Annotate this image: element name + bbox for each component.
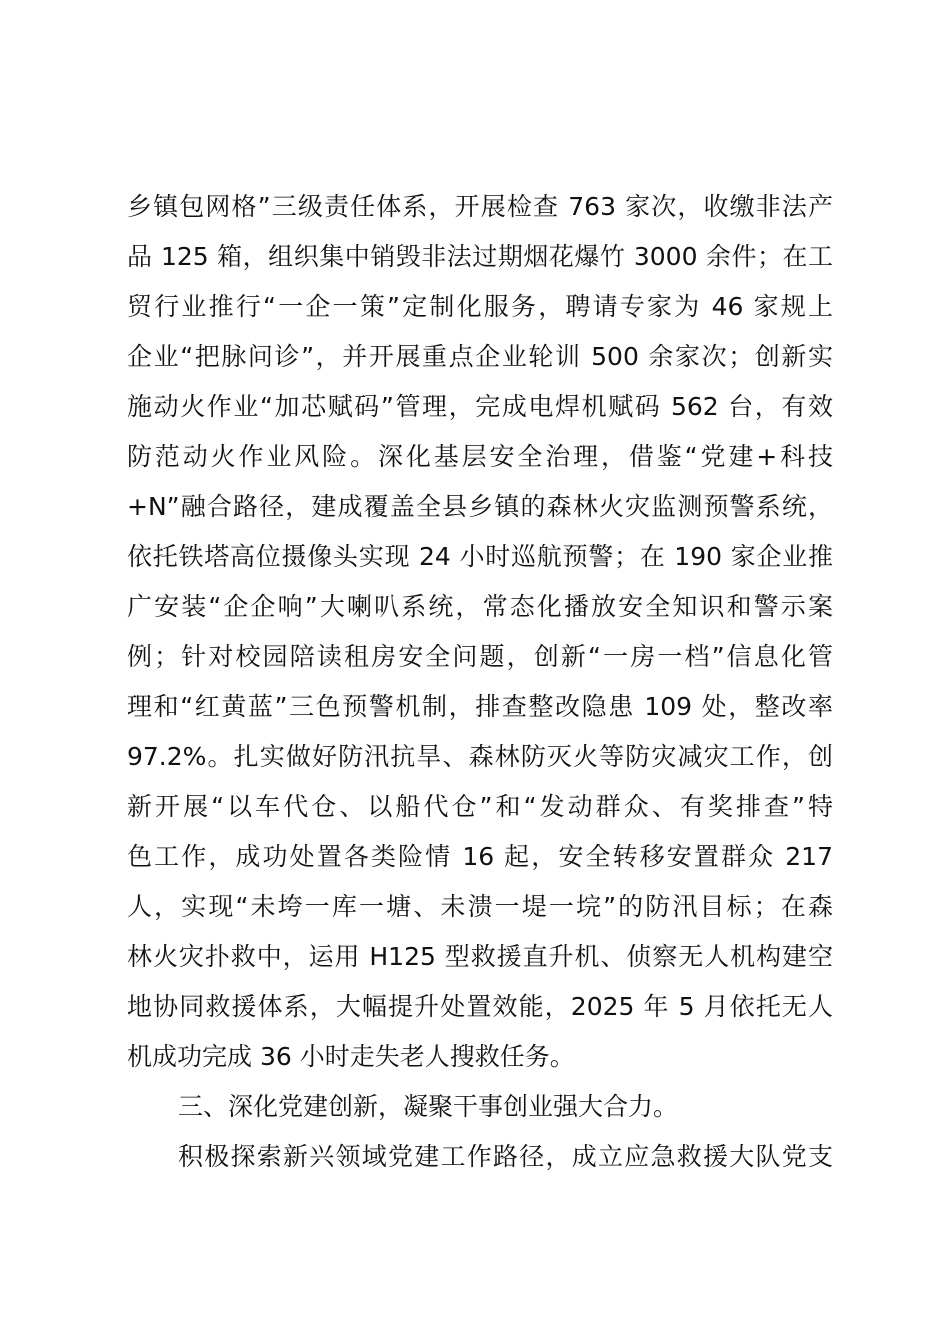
text-line: 林火灾扑救中，运用 H125 型救援直升机、侦察无人机构建空 (127, 942, 833, 971)
text-line: 机成功完成 36 小时走失老人搜救任务。 (127, 1042, 575, 1071)
paragraph-next (127, 1132, 833, 1182)
text-line: 色工作，成功处置各类险情 16 起，安全转移安置群众 217 (127, 842, 833, 871)
text-line: +N”融合路径，建成覆盖全县乡镇的森林火灾监测预警系统， (127, 492, 833, 521)
text-line: 品 125 箱，组织集中销毁非法过期烟花爆竹 3000 余件；在工 (127, 242, 833, 271)
text-line: 例；针对校园陪读租房安全问题，创新“一房一档”信息化管 (127, 642, 833, 671)
section-heading (127, 1082, 833, 1132)
text-line: 97.2%。扎实做好防汛抗旱、森林防灭火等防灾减灾工作，创 (127, 742, 833, 771)
text-line: 理和“红黄蓝”三色预警机制，排查整改隐患 109 处，整改率 (127, 692, 833, 721)
paragraph-continued (127, 182, 833, 1082)
text-line: 地协同救援体系，大幅提升处置效能，2025 年 5 月依托无人 (127, 992, 833, 1021)
text-line: 新开展“以车代仓、以船代仓”和“发动群众、有奖排查”特 (127, 792, 833, 821)
text-line: 广安装“企企响”大喇叭系统，常态化播放安全知识和警示案 (127, 592, 833, 621)
text-line: 企业“把脉问诊”，并开展重点企业轮训 500 余家次；创新实 (127, 342, 833, 371)
document-body (127, 182, 833, 1182)
text-line: 施动火作业“加芯赋码”管理，完成电焊机赋码 562 台，有效 (127, 392, 833, 421)
text-line: 依托铁塔高位摄像头实现 24 小时巡航预警；在 190 家企业推 (127, 542, 833, 571)
text-line: 人，实现“未垮一库一塘、未溃一堤一垸”的防汛目标；在森 (127, 892, 833, 921)
text-line: 积极探索新兴领域党建工作路径，成立应急救援大队党支 (178, 1142, 833, 1171)
text-line: 贸行业推行“一企一策”定制化服务，聘请专家为 46 家规上 (127, 292, 833, 321)
section-heading-text: 三、深化党建创新，凝聚干事创业强大合力。 (178, 1092, 679, 1121)
text-line: 乡镇包网格”三级责任体系，开展检查 763 家次，收缴非法产 (127, 192, 833, 221)
text-line: 防范动火作业风险。深化基层安全治理，借鉴“党建+科技 (127, 442, 833, 471)
